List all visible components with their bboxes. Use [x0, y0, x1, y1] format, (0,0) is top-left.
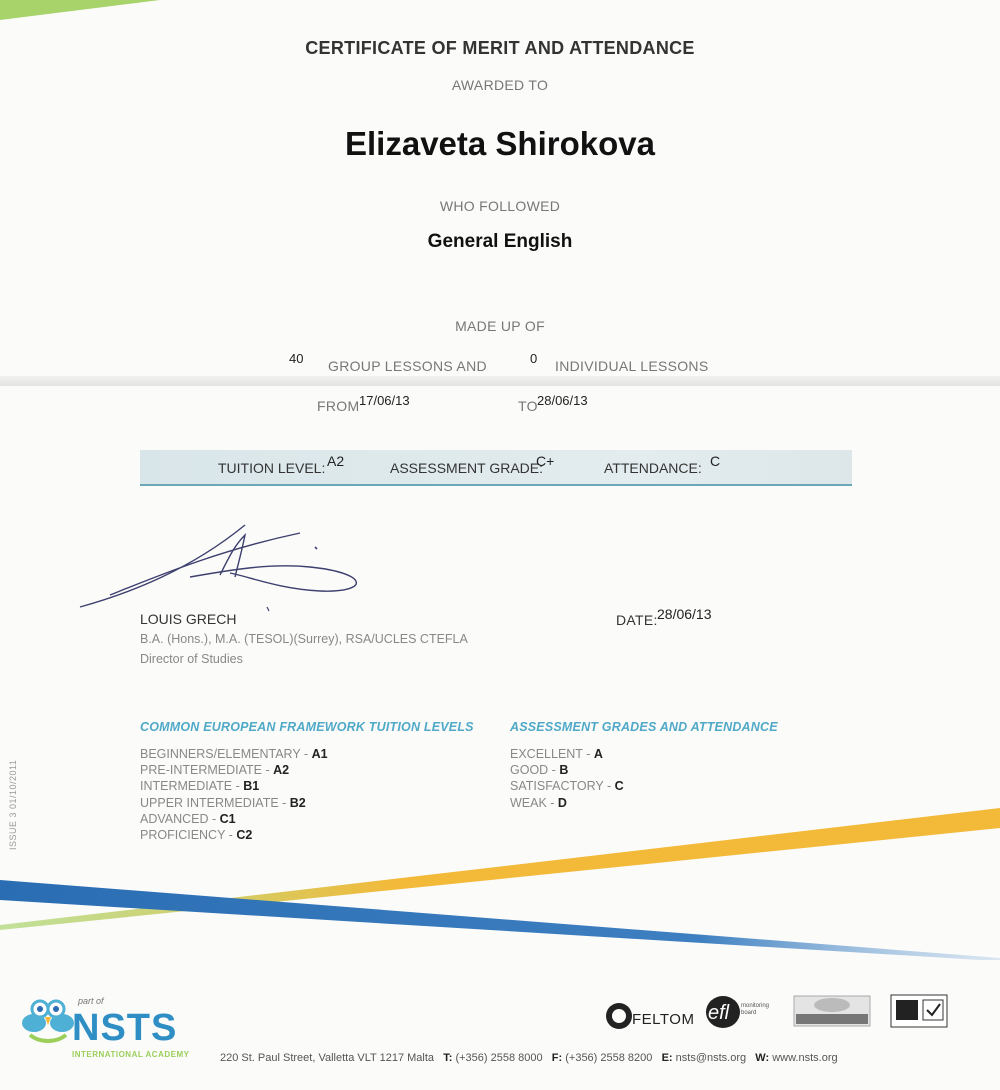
signatory-qualifications: B.A. (Hons.), M.A. (TESOL)(Surrey), RSA/UCLES CTEFLA: [140, 632, 468, 646]
date-label: DATE:: [616, 612, 658, 628]
who-followed-label: WHO FOLLOWED: [439, 198, 561, 214]
efl-label: efl: [708, 1002, 730, 1024]
iso-badge-icon: [890, 994, 948, 1028]
decorative-bands: [0, 800, 1000, 975]
issue-note: ISSUE 3 01/10/2011: [8, 759, 18, 850]
feltom-label: FELTOM: [632, 1011, 695, 1028]
attendance-value: C: [710, 453, 721, 469]
individual-lessons-label: INDIVIDUAL LESSONS: [555, 358, 709, 374]
list-item: ADVANCED - C1: [140, 811, 236, 826]
feltom-logo: [604, 1001, 634, 1036]
corner-stripe-graphic: [0, 0, 160, 22]
nsts-brand: NSTS: [72, 1007, 178, 1049]
list-item: GOOD - B: [510, 763, 569, 778]
signature: [70, 515, 390, 620]
individual-lessons-count: 0: [530, 351, 538, 366]
awarded-to-label: AWARDED TO: [451, 77, 549, 93]
academy-label: INTERNATIONAL ACADEMY: [72, 1050, 190, 1059]
decorative-bands-graphic: [0, 800, 1000, 970]
list-item: EXCELLENT - A: [510, 747, 603, 761]
owl-icon: [20, 995, 76, 1045]
assessment-grade-value: C+: [536, 453, 555, 469]
course-name: General English: [427, 231, 573, 252]
results-band: [140, 450, 852, 486]
footer-fax: (+356) 2558 8200: [565, 1052, 653, 1064]
footer-email[interactable]: nsts@nsts.org: [675, 1052, 747, 1064]
to-label: TO: [518, 398, 538, 414]
signatory-role: Director of Studies: [140, 652, 243, 666]
signatory-name: LOUIS GRECH: [140, 611, 237, 627]
list-item: INTERMEDIATE - B1: [140, 779, 260, 794]
feltom-icon: [604, 1001, 634, 1031]
from-label: FROM: [317, 398, 360, 414]
footer-tel: (+356) 2558 8000: [455, 1052, 543, 1064]
assessment-grade-label: ASSESSMENT GRADE:: [390, 460, 544, 476]
iso-badge: [890, 994, 948, 1033]
certificate-title: CERTIFICATE OF MERIT AND ATTENDANCE: [305, 38, 695, 58]
to-date: 28/06/13: [537, 393, 588, 408]
corner-stripe: [0, 0, 160, 22]
list-item: BEGINNERS/ELEMENTARY - A1: [140, 747, 328, 761]
efl-sub-label: monitoring board: [741, 1003, 770, 1016]
footer-web[interactable]: www.nsts.org: [772, 1052, 838, 1064]
framework-title: COMMON EUROPEAN FRAMEWORK TUITION LEVELS: [140, 720, 474, 734]
list-item: UPPER INTERMEDIATE - B2: [140, 795, 306, 810]
nsts-logo: [20, 995, 76, 1050]
attendance-label: ATTENDANCE:: [604, 460, 702, 476]
tuition-level-value: A2: [327, 453, 345, 469]
accreditation-badge-icon: [792, 994, 872, 1028]
from-date: 17/06/13: [359, 393, 410, 408]
group-lessons-label: GROUP LESSONS AND: [328, 358, 487, 374]
tuition-level-label: TUITION LEVEL:: [218, 460, 326, 476]
list-item: PRE-INTERMEDIATE - A2: [140, 763, 290, 778]
paper-fold: [0, 376, 1000, 386]
group-lessons-count: 40: [289, 351, 304, 366]
list-item: PROFICIENCY - C2: [140, 828, 253, 843]
list-item: SATISFACTORY - C: [510, 779, 624, 794]
accreditation-badge: [792, 994, 872, 1033]
list-item: WEAK - D: [510, 795, 567, 810]
footer-contact: 220 St. Paul Street, Valletta VLT 1217 Malta T: (+356) 2558 8000 F: (+356) 2558 8200 E: nsts@nsts.org W: www.nsts.org: [220, 1052, 838, 1064]
part-of-label: part of: [78, 996, 104, 1006]
date-value: 28/06/13: [657, 606, 712, 622]
grades-title: ASSESSMENT GRADES AND ATTENDANCE: [510, 720, 778, 734]
made-up-of-label: MADE UP OF: [455, 318, 545, 334]
footer-address: 220 St. Paul Street, Valletta VLT 1217 Malta: [220, 1052, 435, 1064]
recipient-name: Elizaveta Shirokova: [345, 125, 655, 162]
signature-graphic: [70, 515, 390, 615]
